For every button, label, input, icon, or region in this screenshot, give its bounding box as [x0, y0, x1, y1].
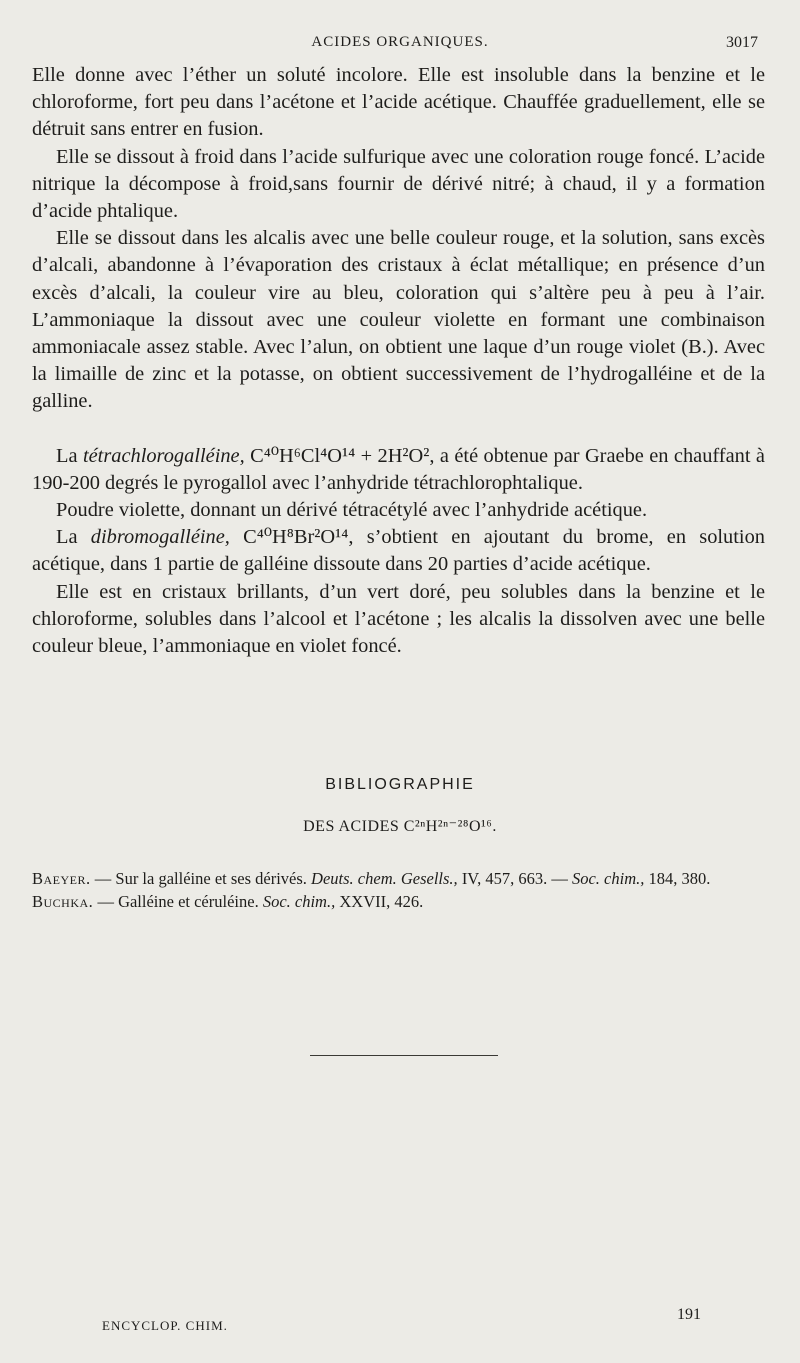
chemical-formula: C⁴⁰H⁸Br²O¹⁴, — [243, 526, 354, 549]
paragraph: Elle se dissout à froid dans l’acide sulfurique avec une coloration rouge foncé. L’acide nitrique la décompose à froid,sans fournir de dérivé nitré; à chaud, il y a formation d’acide phtalique. — [32, 145, 765, 223]
footer-page-number: 191 — [677, 1306, 701, 1323]
paragraph-lead: La — [56, 526, 78, 549]
footer-signature: ENCYCLOP. CHIM. — [102, 1318, 228, 1333]
reference-journal: Soc. chim., — [262, 892, 336, 911]
reference-item — [32, 891, 762, 912]
reference-journal: Deuts. chem. Gesells., — [311, 869, 458, 888]
chemical-formula: C⁴⁰H⁶Cl⁴O¹⁴ + 2H²O², — [250, 444, 435, 467]
body-text — [32, 62, 765, 660]
paragraph: Poudre violette, donnant un dérivé tétracétylé avec l’anhydride acétique. — [56, 499, 648, 522]
running-head-title: ACIDES ORGANIQUES. — [311, 34, 489, 50]
paragraph-dibromogalleine — [32, 524, 765, 578]
compound-name: dibromogalléine, — [90, 526, 230, 549]
compound-name: tétrachlorogalléine, — [82, 444, 245, 467]
page-number: 3017 — [726, 34, 758, 51]
reference-author: Baeyer. — [32, 869, 91, 888]
reference-text: IV, 457, 663. — — [461, 869, 568, 888]
paragraph: Elle est en cristaux brillants, d’un vert doré, peu solubles dans la benzine et le chloroforme, solubles dans l’alcool et l’acétone ; les alcalis la dissolven avec une belle couleur bleue, l’ammoniaque en violet foncé. — [32, 580, 765, 658]
reference-text: XXVII, 426. — [339, 892, 424, 911]
reference-text: 184, 380. — [648, 869, 711, 888]
paragraph-tetrachlorogalleine — [32, 443, 765, 497]
paragraph: Elle se dissout dans les alcalis avec une belle couleur rouge, et la solution, sans excès d’alcali, abandonne à l’évaporation des cristaux à éclat métallique; en présence d’un excès d’alcali, la couleur vire au bleu, coloration qui s’altère peu à peu à l’air. L’ammoniaque la dissout avec une couleur violette en formant une combinaison ammoniacale assez stable. Avec l’alun, on obtient une laque d’un rouge violet (B.). Avec la limaille de zinc et la potasse, on obtient successivement de l’hydrogalléine et de la galline. — [32, 227, 765, 413]
reference-text: — Galléine et céruléine. — [97, 892, 259, 911]
bibliography-list — [32, 868, 762, 914]
paragraph: Elle donne avec l’éther un soluté incolore. Elle est insoluble dans la benzine et le chloroforme, fort peu dans l’acétone et l’acide acétique. Chauffée graduellement, elle se détruit sans entrer en fusion. — [32, 64, 765, 141]
paragraph-lead: La — [56, 444, 78, 467]
running-head — [0, 34, 800, 56]
paragraph-rest: s’obtient en ajoutant du brome, en solution acétique, dans 1 partie de galléine dissoute dans 20 parties d’acide acétique. — [32, 526, 765, 576]
bibliography-title: BIBLIOGRAPHIE — [325, 776, 475, 793]
reference-author: Buchka. — [32, 892, 94, 911]
reference-item — [32, 868, 762, 889]
paragraph-rest: a été obtenue par Graebe en chauffant à 190-200 degrés le pyrogallol avec l’anhydride tétrachlorophtalique. — [32, 444, 765, 494]
section-divider — [310, 1055, 498, 1056]
reference-text: — Sur la galléine et ses dérivés. — [94, 869, 307, 888]
reference-journal: Soc. chim., — [571, 869, 645, 888]
bibliography-subtitle: DES ACIDES C²ⁿH²ⁿ⁻²⁸O¹⁶. — [303, 818, 497, 835]
